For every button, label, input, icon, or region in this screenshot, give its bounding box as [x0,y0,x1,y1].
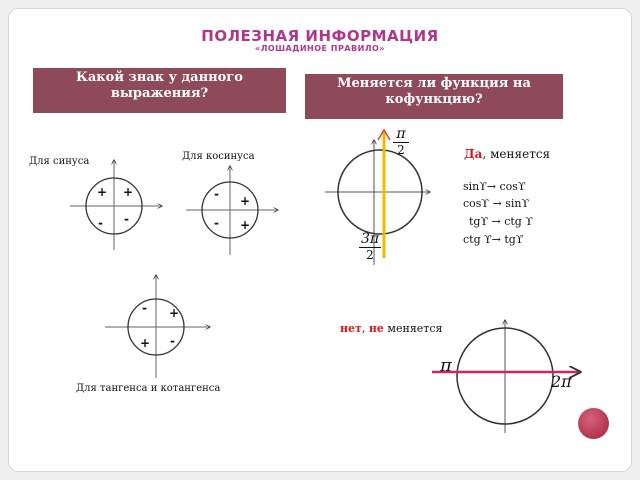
vertical-answer-word: Да [464,147,483,161]
pi-label: π [440,355,452,376]
3pi-over-2-label: 3π 2 [360,231,380,262]
rule-sin-cos: sinϒ→ cosϒ [463,180,526,193]
tangent-circle-diagram [105,275,210,378]
rule-tg-ctg: tgϒ → ctg ϒ [469,215,533,228]
sine-sign-q2: + [97,185,108,199]
cosine-sign-q2: - [214,187,219,201]
rule-cos-sin: cosϒ → sinϒ [463,197,529,210]
sign-question-box: Какой знак у данного выражения? [33,68,286,113]
sine-circle-diagram [70,160,162,250]
cosine-circle-diagram [186,166,278,255]
pi-over-2-label: π 2 [393,127,409,157]
2pi-label: 2π [551,372,572,391]
tan-cot-label: Для тангенса и котангенса [76,383,221,394]
horizontal-answer-word1: нет [340,322,362,335]
rule-ctg-tg: ctg ϒ→ tgϒ [463,233,524,246]
sine-sign-q3: - [98,216,103,230]
horizontal-answer [340,322,442,335]
page-title: ПОЛЕЗНАЯ ИНФОРМАЦИЯ [201,27,439,45]
tangent-sign-q4: - [170,334,175,348]
cosine-sign-q3: - [214,216,219,230]
tangent-sign-q1: + [169,306,180,320]
horizontal-answer-rest: меняется [383,322,443,335]
sine-sign-q1: + [123,185,134,199]
vertical-answer-rest: , меняется [482,147,551,161]
page-subtitle: «ЛОШАДИНОЕ ПРАВИЛО» [255,44,385,53]
cosine-label: Для косинуса [182,151,255,162]
horizontal-answer-word2: не [368,322,384,335]
decorative-circle [578,408,609,439]
vertical-answer [464,147,550,161]
cosine-sign-q4: + [240,218,251,232]
tangent-sign-q3: + [140,336,151,350]
sine-sign-q4: - [124,212,129,226]
tangent-sign-q2: - [142,301,147,315]
sine-label: Для синуса [29,156,90,167]
cofunction-question-box: Меняется ли функция на кофункцию? [305,74,563,119]
cosine-sign-q1: + [240,194,251,208]
horizontal-answer-sep: , [361,322,369,335]
